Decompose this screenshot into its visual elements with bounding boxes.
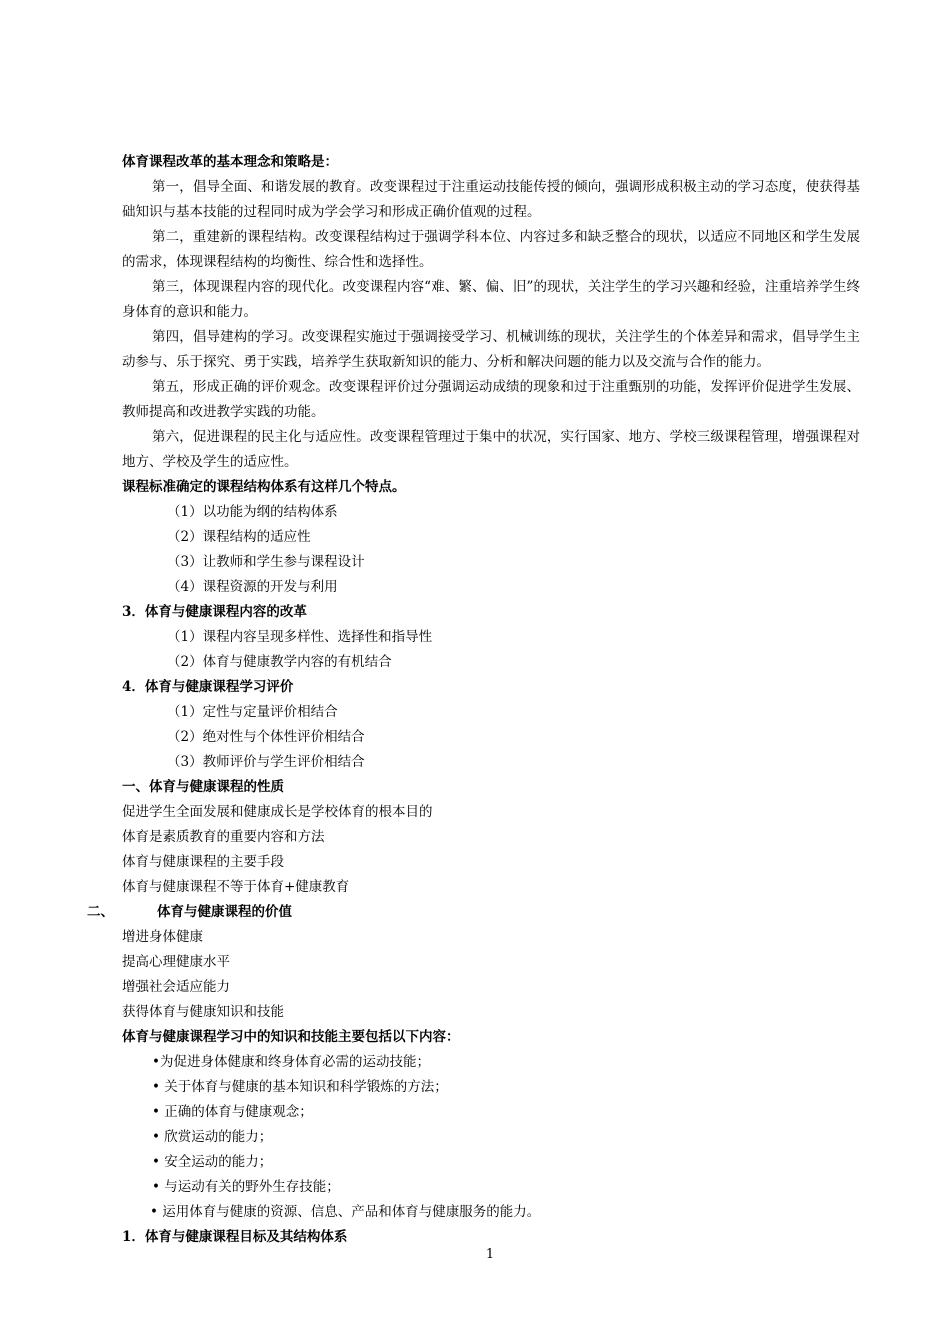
knowledge-bullet: • 欣赏运动的能力；: [152, 1129, 273, 1145]
knowledge-bullet: • 运用体育与健康的资源、信息、产品和体育与健康服务的能力。: [150, 1204, 541, 1220]
strategy-paragraph-4: 第四，倡导建构的学习。改变课程实施过于强调接受学习、机械训练的现状，关注学生的个体差异和需求，倡导学生主动参与、乐于探究、勇于实践，培养学生获取新知识的能力、分析和解决问题的能力以及交流与合作的能力。: [122, 329, 860, 370]
nature-item: 体育与健康课程不等于体育+健康教育: [122, 879, 350, 895]
strategy-paragraph-3: 第三，体现课程内容的现代化。改变课程内容“难、繁、偏、旧”的现状，关注学生的学习兴趣和经验，注重培养学生终身体育的意识和能力。: [122, 279, 860, 320]
strategy-paragraph-6: 第六，促进课程的民主化与适应性。改变课程管理过于集中的状况，实行国家、地方、学校三级课程管理，增强课程对地方、学校及学生的适应性。: [122, 429, 860, 470]
knowledge-bullet: • 与运动有关的野外生存技能；: [152, 1179, 340, 1195]
evaluation-item: （3）教师评价与学生评价相结合: [167, 754, 365, 770]
structure-item: （3）让教师和学生参与课程设计: [167, 554, 365, 570]
knowledge-bullet: • 关于体育与健康的基本知识和科学锻炼的方法；: [152, 1079, 448, 1095]
structure-heading: 课程标准确定的课程结构体系有这样几个特点。: [122, 479, 406, 495]
content-reform-item: （2）体育与健康教学内容的有机结合: [167, 654, 392, 670]
content-reform-item: （1）课程内容呈现多样性、选择性和指导性: [167, 629, 433, 645]
document-body: [87, 150, 860, 1250]
value-item: 增强社会适应能力: [122, 979, 230, 995]
evaluation-heading: 4．体育与健康课程学习评价: [122, 679, 294, 695]
structure-item: （4）课程资源的开发与利用: [167, 579, 338, 595]
value-item: 提高心理健康水平: [122, 954, 230, 970]
value-item: 获得体育与健康知识和技能: [122, 1004, 284, 1020]
strategy-paragraph-1: 第一，倡导全面、和谐发展的教育。改变课程过于注重运动技能传授的倾向，强调形成积极主动的学习态度，使获得基础知识与基本技能的过程同时成为学会学习和形成正确价值观的过程。: [122, 179, 860, 220]
value-heading: 体育与健康课程的价值: [157, 904, 292, 920]
nature-item: 体育是素质教育的重要内容和方法: [122, 829, 325, 845]
knowledge-heading: 体育与健康课程学习中的知识和技能主要包括以下内容：: [122, 1029, 460, 1045]
value-item: 增进身体健康: [122, 929, 203, 945]
evaluation-item: （2）绝对性与个体性评价相结合: [167, 729, 365, 745]
value-heading-row: [87, 900, 860, 925]
nature-item: 体育与健康课程的主要手段: [122, 854, 284, 870]
goals-heading: 1．体育与健康课程目标及其结构体系: [122, 1229, 348, 1245]
knowledge-bullet: • 正确的体育与健康观念；: [152, 1104, 313, 1120]
structure-item: （2）课程结构的适应性: [167, 529, 311, 545]
page-number: 1: [485, 1247, 495, 1262]
evaluation-item: （1）定性与定量评价相结合: [167, 704, 338, 720]
strategy-heading: 体育课程改革的基本理念和策略是：: [122, 154, 338, 170]
knowledge-bullet: •为促进身体健康和终身体育必需的运动技能；: [152, 1054, 430, 1070]
strategy-paragraph-2: 第二，重建新的课程结构。改变课程结构过于强调学科本位、内容过多和缺乏整合的现状，以适应不同地区和学生发展的需求，体现课程结构的均衡性、综合性和选择性。: [122, 229, 860, 270]
value-section-number: 二、: [87, 904, 114, 920]
strategy-paragraph-5: 第五，形成正确的评价观念。改变课程评价过分强调运动成绩的现象和过于注重甄别的功能，发挥评价促进学生发展、教师提高和改进教学实践的功能。: [122, 379, 860, 420]
structure-item: （1）以功能为纲的结构体系: [167, 504, 338, 520]
nature-item: 促进学生全面发展和健康成长是学校体育的根本目的: [122, 804, 433, 820]
nature-heading: 一、体育与健康课程的性质: [122, 779, 284, 795]
knowledge-bullet: • 安全运动的能力；: [152, 1154, 273, 1170]
content-reform-heading: 3．体育与健康课程内容的改革: [122, 604, 307, 620]
